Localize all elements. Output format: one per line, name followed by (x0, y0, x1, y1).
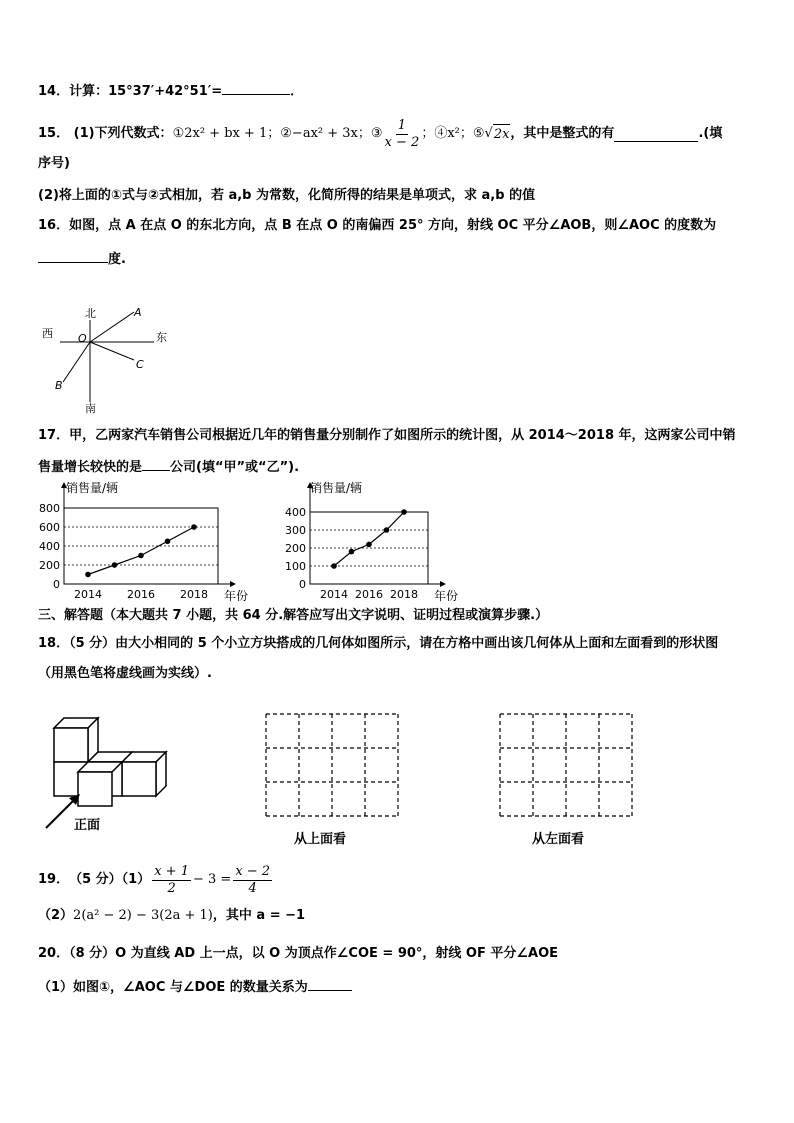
east-label: 东 (156, 331, 167, 344)
q15-line2: 序号) (38, 156, 70, 171)
q17-line2 (38, 456, 299, 478)
y-axis-label: 销售量/辆 (310, 481, 363, 495)
x-tick-label: 2016 (355, 588, 383, 601)
q15-expr-3-denominator: x − 2 (384, 134, 420, 150)
point-a-label: A (134, 306, 142, 319)
y-tick-label: 300 (285, 524, 306, 537)
q19-part2 (38, 906, 305, 926)
data-point (165, 538, 171, 544)
data-point (85, 572, 91, 578)
q18-line2: （用黑色笔将虚线画为实线）. (38, 666, 212, 681)
x-axis-arrow (230, 581, 236, 587)
direction-diagram (38, 306, 178, 414)
q19-fraction-2 (233, 864, 272, 897)
cube-front-face (54, 728, 88, 762)
cube-front-face (78, 772, 112, 806)
q14-end: ． (290, 84, 304, 99)
data-point (366, 542, 372, 548)
q17-label: 17． (38, 428, 70, 443)
q16-text: 如图，点 A 在点 O 的东北方向，点 B 在点 O 的南偏西 25° 方向，射线 OC 平分∠AOB，则∠AOC 的度数为 (69, 218, 717, 233)
y-tick-label: 600 (39, 521, 60, 534)
q14-text: 计算：15°37′+42°51′= (69, 84, 223, 99)
q15-part2: (2)将上面的①式与②式相加，若 a,b 为常数，化简所得的结果是单项式，求 a,b 的值 (38, 188, 536, 203)
x-tick-label: 2014 (74, 588, 102, 601)
q19-f2-numerator: x − 2 (235, 863, 271, 879)
q19-p2-cond: ，其中 a = −1 (212, 908, 306, 923)
q15-expr-5-mark: ⑤ (472, 126, 485, 141)
q20-text: （8 分）O 为直线 AD 上一点，以 O 为顶点作∠COE = 90°，射线 OF 平分∠AOE (69, 946, 559, 961)
data-point (138, 553, 144, 559)
question-20 (38, 944, 558, 964)
q15-expr-3-fraction (385, 118, 420, 151)
data-point (331, 563, 337, 569)
question-16 (38, 216, 716, 236)
q15-label: 15． (38, 126, 70, 141)
data-point (384, 527, 390, 533)
q19-prefix: （5 分）（1） (69, 872, 151, 887)
ray-oa (90, 312, 134, 342)
q19-mid: − 3 = (192, 872, 232, 887)
x-axis-label: 年份 (434, 589, 459, 602)
data-point (112, 562, 118, 568)
q15-expr-2: ②−ax² + 3x； (280, 126, 371, 141)
x-axis-arrow (440, 581, 446, 587)
cube-front-face (122, 762, 156, 796)
y-tick-label: 200 (285, 542, 306, 555)
x-tick-label: 2014 (320, 588, 348, 601)
front-arrow-shaft (46, 798, 76, 828)
q18-line1: （5 分）由大小相同的 5 个小立方块搭成的几何体如图所示，请在方格中画出该几何体从上面和左面看到的形状图 (69, 636, 719, 651)
q14-answer-blank[interactable] (222, 80, 290, 95)
q14-label: 14． (38, 84, 70, 99)
q20-part1 (38, 976, 352, 998)
y-tick-label: 200 (39, 559, 60, 572)
cube-solid-figure (40, 712, 170, 836)
series-line (88, 527, 194, 575)
y-tick-label: 400 (285, 506, 306, 519)
q15-expr-3-numerator: 1 (397, 117, 407, 133)
chart-jia (34, 478, 266, 602)
y-tick-label: 100 (285, 560, 306, 573)
ray-oc (90, 342, 134, 360)
north-label: 北 (85, 307, 96, 320)
q20-label: 20． (38, 946, 70, 961)
q16-end: 度. (108, 252, 126, 267)
y-tick-label: 400 (39, 540, 60, 553)
south-label: 南 (85, 402, 96, 414)
sqrt-sign: √ (484, 126, 493, 141)
q19-f2-denominator: 4 (248, 880, 257, 896)
data-point (349, 549, 355, 555)
q20-p1: （1）如图①，∠AOC 与∠DOE 的数量关系为 (38, 980, 308, 995)
left-view-grid (496, 710, 636, 822)
point-b-label: B (55, 379, 63, 392)
q19-p2-prefix: （2） (38, 908, 74, 923)
q17-line1: 甲，乙两家汽车销售公司根据近几年的销售量分别制作了如图所示的统计图，从 2014～2018 年，这两家公司中销 (69, 428, 736, 443)
q19-p2-expr: 2(a² − 2) − 3(2a + 1) (73, 908, 213, 923)
q15-expr-1: ①2x² + bx + 1； (172, 126, 281, 141)
west-label: 西 (42, 327, 53, 340)
question-14 (38, 80, 303, 102)
left-view-label: 从左面看 (532, 832, 585, 847)
chart-yi (276, 478, 476, 602)
x-tick-label: 2018 (180, 588, 208, 601)
q17-line2-prefix: 售量增长较快的是 (38, 460, 143, 475)
question-18 (38, 634, 718, 654)
x-tick-label: 2018 (390, 588, 418, 601)
section-3-heading: 三、解答题（本大题共 7 小题，共 64 分.解答应写出文字说明、证明过程或演算步骤.） (38, 608, 549, 623)
q15-answer-blank[interactable] (614, 127, 698, 142)
point-c-label: C (136, 358, 144, 371)
q15-part1-prefix: (1)下列代数式： (73, 126, 173, 141)
q16-answer-blank[interactable] (38, 248, 108, 263)
ray-ob (63, 342, 90, 382)
question-15 (38, 116, 722, 152)
top-view-label: 从上面看 (294, 832, 347, 847)
top-view-grid (262, 710, 402, 822)
q20-answer-blank[interactable] (308, 976, 352, 991)
q15-expr-3-mark: ③ (370, 126, 383, 141)
q15-expr-4: ；④x²； (421, 126, 473, 141)
x-axis-label: 年份 (224, 589, 249, 602)
q17-line2-suffix: 公司(填“甲”或“乙”). (170, 460, 300, 475)
q15-expr-5-radicand: 2x (493, 124, 511, 145)
q18-label: 18． (38, 636, 70, 651)
q19-f1-numerator: x + 1 (154, 863, 189, 879)
y-tick-label: 0 (53, 578, 60, 591)
question-17 (38, 426, 736, 446)
y-tick-label: 0 (299, 578, 306, 591)
q19-fraction-1 (152, 864, 191, 897)
q16-line2 (38, 248, 126, 270)
y-tick-label: 800 (39, 502, 60, 515)
q16-label: 16． (38, 218, 70, 233)
question-19 (38, 860, 274, 900)
q15-part1-tail: .(填 (698, 126, 723, 141)
y-axis-label: 销售量/辆 (66, 481, 119, 495)
front-label: 正面 (74, 818, 101, 833)
q19-f1-denominator: 2 (167, 880, 176, 896)
q15-part1-suffix: ，其中是整式的有 (510, 126, 615, 141)
q17-answer-blank[interactable] (142, 456, 170, 471)
x-tick-label: 2016 (127, 588, 155, 601)
data-point (401, 509, 407, 515)
point-o-label: O (78, 332, 87, 345)
q19-label: 19． (38, 872, 70, 887)
series-line (334, 512, 404, 566)
data-point (191, 524, 197, 530)
